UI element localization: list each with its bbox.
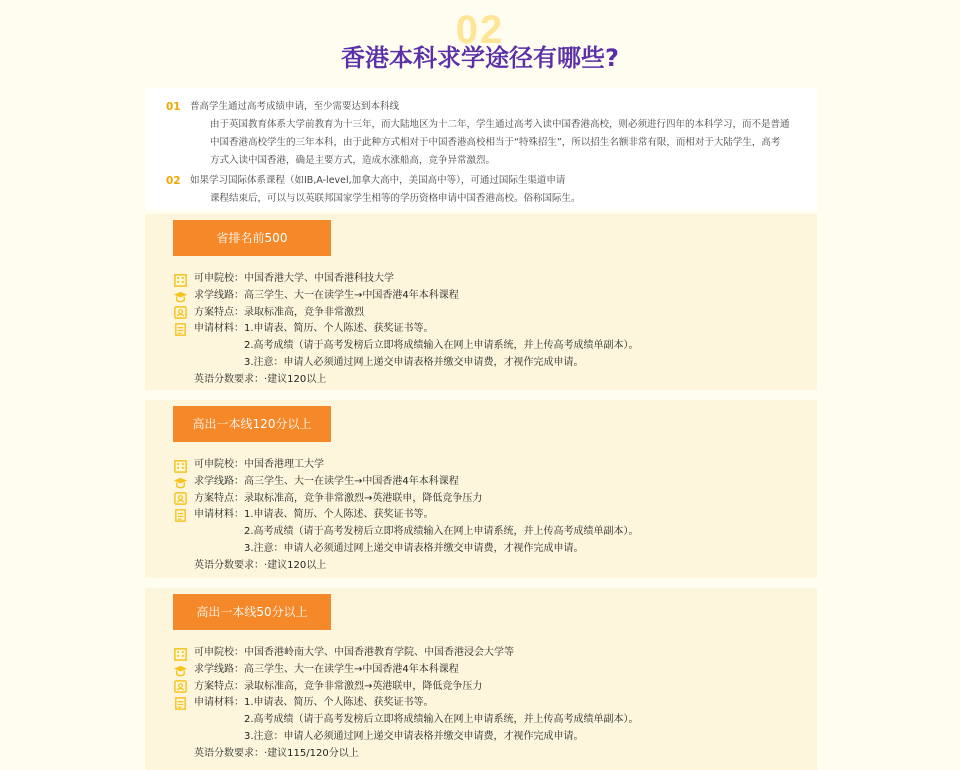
schools-label: 可申院校： — [194, 647, 244, 658]
english-label: 英语分数要求： — [194, 373, 264, 385]
route-label: 求学线路： — [194, 663, 244, 675]
route-value: 高三学生、大一在读学生→中国香港4年本科课程 — [244, 663, 459, 675]
id-card-icon — [173, 679, 188, 694]
english-value: ·建议120以上 — [264, 373, 327, 385]
card-tag: 高出一本线120分以上 — [173, 406, 331, 442]
english-row — [173, 558, 639, 575]
card-body — [173, 457, 639, 575]
card-tag: 省排名前500 — [173, 220, 331, 256]
materials-value: 3.注意：申请人必须通过网上递交申请表格并缴交申请费，才视作完成申请。 — [244, 542, 584, 554]
feature-row — [173, 679, 639, 696]
route-card-2 — [145, 400, 817, 578]
english-row — [173, 372, 639, 389]
intro-heading: 普高学生通过高考成绩申请，至少需要达到本科线 — [190, 101, 400, 112]
materials-value: 2.高考成绩（请于高考发榜后立即将成绩输入在网上申请系统，并上传高考成绩单副本）。 — [244, 340, 639, 352]
english-value: ·建议120以上 — [264, 559, 327, 571]
graduation-cap-icon — [173, 663, 188, 678]
intro-line: 由于英国教育体系大学前教育为十三年，而大陆地区为十二年，学生通过高考入读中国香港高校，则必须进行四年的本科学习，而不是普通 — [210, 119, 790, 130]
route-value: 高三学生、大一在读学生→中国香港4年本科课程 — [244, 475, 459, 487]
building-icon — [173, 458, 188, 473]
feature-label: 方案特点： — [194, 492, 244, 504]
materials-row — [173, 695, 639, 712]
materials-row — [173, 729, 639, 746]
route-card-3 — [145, 588, 817, 770]
materials-value: 2.高考成绩（请于高考发榜后立即将成绩输入在网上申请系统，并上传高考成绩单副本）。 — [244, 526, 639, 538]
schools-value: 中国香港大学、中国香港科技大学 — [244, 273, 394, 284]
materials-label: 申请材料： — [194, 323, 244, 335]
intro-line: 方式入读中国香港，确是主要方式，造成水涨船高，竞争异常激烈。 — [210, 155, 496, 166]
document-icon — [173, 508, 188, 523]
schools-row — [173, 271, 639, 288]
feature-value: 录取标准高，竞争非常激烈 — [244, 306, 364, 318]
materials-row — [173, 524, 639, 541]
card-tag: 高出一本线50分以上 — [173, 594, 331, 630]
intro-line: 课程结束后，可以与以英联邦国家学生相等的学历资格申请中国香港高校。俗称国际生。 — [210, 193, 581, 204]
section-number: 02 — [455, 8, 505, 52]
intro-line: 中国香港高校学生的三年本科，由于此种方式相对于中国香港高校相当于“特殊招生”，所以招生名额非常有限，而相对于大陆学生，高考 — [210, 137, 781, 148]
english-row — [173, 746, 639, 763]
feature-label: 方案特点： — [194, 680, 244, 692]
document-icon — [173, 322, 188, 337]
page-title: 香港本科求学途径有哪些? — [341, 44, 619, 72]
materials-row — [173, 712, 639, 729]
english-label: 英语分数要求： — [194, 559, 264, 571]
intro-item-2 — [166, 172, 817, 208]
feature-value: 录取标准高，竞争非常激烈→英港联申，降低竞争压力 — [244, 680, 483, 692]
building-icon — [173, 646, 188, 661]
materials-row — [173, 338, 639, 355]
intro-heading: 如果学习国际体系课程（如IB,A-level,加拿大高中，美国高中等），可通过国际生渠道申请 — [190, 175, 566, 186]
schools-row — [173, 645, 639, 662]
route-row — [173, 474, 639, 491]
route-row — [173, 662, 639, 679]
materials-row — [173, 541, 639, 558]
materials-value: 1.申请表、简历、个人陈述、获奖证书等。 — [244, 697, 434, 709]
building-icon — [173, 272, 188, 287]
schools-label: 可申院校： — [194, 459, 244, 470]
id-card-icon — [173, 491, 188, 506]
materials-value: 2.高考成绩（请于高考发榜后立即将成绩输入在网上申请系统，并上传高考成绩单副本）。 — [244, 714, 639, 726]
materials-value: 3.注意：申请人必须通过网上递交申请表格并缴交申请费，才视作完成申请。 — [244, 356, 584, 368]
route-label: 求学线路： — [194, 289, 244, 301]
materials-value: 3.注意：申请人必须通过网上递交申请表格并缴交申请费，才视作完成申请。 — [244, 730, 584, 742]
intro-panel — [145, 88, 817, 210]
graduation-cap-icon — [173, 475, 188, 490]
graduation-cap-icon — [173, 289, 188, 304]
route-value: 高三学生、大一在读学生→中国香港4年本科课程 — [244, 289, 459, 301]
intro-number: 01 — [166, 101, 181, 113]
section-header — [0, 0, 960, 88]
route-card-1 — [145, 214, 817, 390]
materials-row — [173, 507, 639, 524]
card-body — [173, 645, 639, 763]
materials-label: 申请材料： — [194, 509, 244, 521]
route-row — [173, 288, 639, 305]
feature-value: 录取标准高，竞争非常激烈→英港联申，降低竞争压力 — [244, 492, 483, 504]
feature-row — [173, 305, 639, 322]
schools-row — [173, 457, 639, 474]
schools-label: 可申院校： — [194, 273, 244, 284]
intro-number: 02 — [166, 175, 181, 187]
materials-row — [173, 321, 639, 338]
materials-value: 1.申请表、简历、个人陈述、获奖证书等。 — [244, 323, 434, 335]
materials-value: 1.申请表、简历、个人陈述、获奖证书等。 — [244, 509, 434, 521]
route-label: 求学线路： — [194, 475, 244, 487]
id-card-icon — [173, 305, 188, 320]
materials-label: 申请材料： — [194, 697, 244, 709]
schools-value: 中国香港理工大学 — [244, 459, 324, 470]
intro-item-1 — [166, 98, 817, 170]
document-icon — [173, 696, 188, 711]
card-body — [173, 271, 639, 389]
english-label: 英语分数要求： — [194, 747, 264, 759]
feature-label: 方案特点： — [194, 306, 244, 318]
schools-value: 中国香港岭南大学、中国香港教育学院、中国香港浸会大学等 — [244, 647, 514, 658]
feature-row — [173, 491, 639, 508]
english-value: ·建议115/120分以上 — [264, 747, 359, 759]
materials-row — [173, 355, 639, 372]
